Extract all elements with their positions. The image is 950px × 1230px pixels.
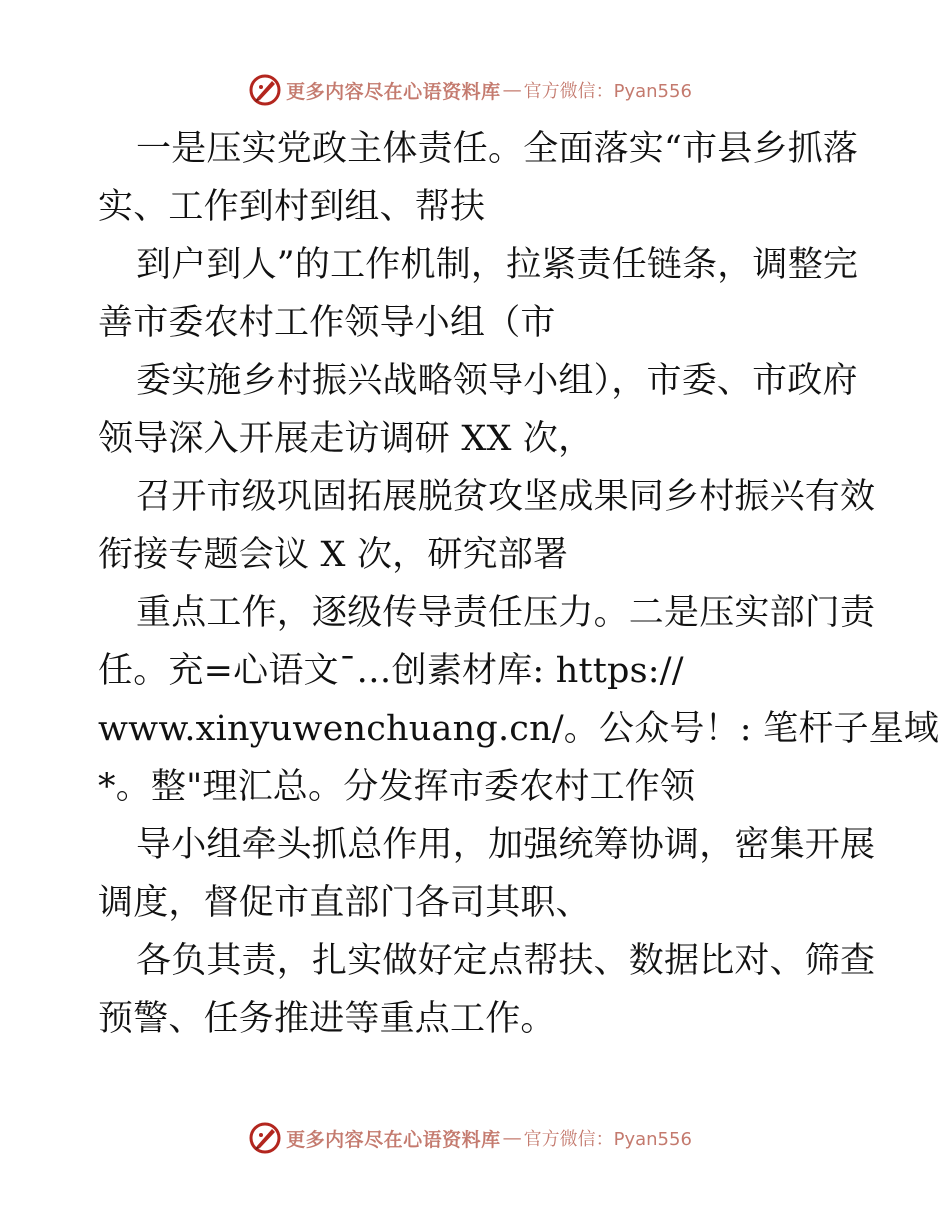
text-line: 预警、任务推进等重点工作。 — [98, 999, 556, 1039]
watermark-text: 更多内容尽在心语资料库 — [286, 80, 501, 103]
text-line: 衔接专题会议 X 次，研究部署 — [98, 535, 569, 575]
text-line: 一是压实党政主体责任。全面落实“市县乡抓落 — [136, 129, 859, 169]
quill-logo-icon — [248, 1121, 282, 1155]
text-line: 重点工作，逐级传导责任压力。二是压实部门责 — [136, 593, 876, 633]
quill-logo-icon — [248, 73, 282, 107]
text-line: 各负其责，扎实做好定点帮扶、数据比对、筛查 — [136, 941, 876, 981]
watermark-separator: — — [502, 1127, 522, 1149]
text-line: 领导深入开展走访调研 XX 次， — [98, 419, 594, 459]
watermark-separator: — — [502, 79, 522, 101]
text-line: 调度，督促市直部门各司其职、 — [98, 883, 591, 923]
text-line: 到户到人”的工作机制，拉紧责任链条，调整完 — [136, 245, 859, 285]
text-line: 委实施乡村振兴战略领导小组），市委、市政府 — [136, 361, 858, 401]
document-body — [98, 120, 940, 1048]
text-line: 善市委农村工作领导小组（市 — [98, 303, 556, 343]
text-line: *。整"理汇总。分发挥市委农村工作领 — [98, 767, 696, 807]
watermark-wechat: 官方微信：Pyan556 — [523, 81, 692, 102]
header-watermark — [0, 70, 950, 110]
text-line: 召开市级巩固拓展脱贫攻坚成果同乡村振兴有效 — [136, 477, 876, 517]
watermark-wechat: 官方微信：Pyan556 — [523, 1129, 692, 1150]
text-line: www.xinyuwenchuang.cn/。公众号！: 笔杆子星域 — [98, 709, 940, 749]
text-line: 任。充=心语文¯…创素材库: https:// — [98, 651, 684, 691]
text-line: 实、工作到村到组、帮扶 — [98, 187, 486, 227]
footer-watermark — [0, 1118, 950, 1158]
text-line: 导小组牵头抓总作用，加强统筹协调，密集开展 — [136, 825, 876, 865]
watermark-text: 更多内容尽在心语资料库 — [286, 1128, 501, 1151]
